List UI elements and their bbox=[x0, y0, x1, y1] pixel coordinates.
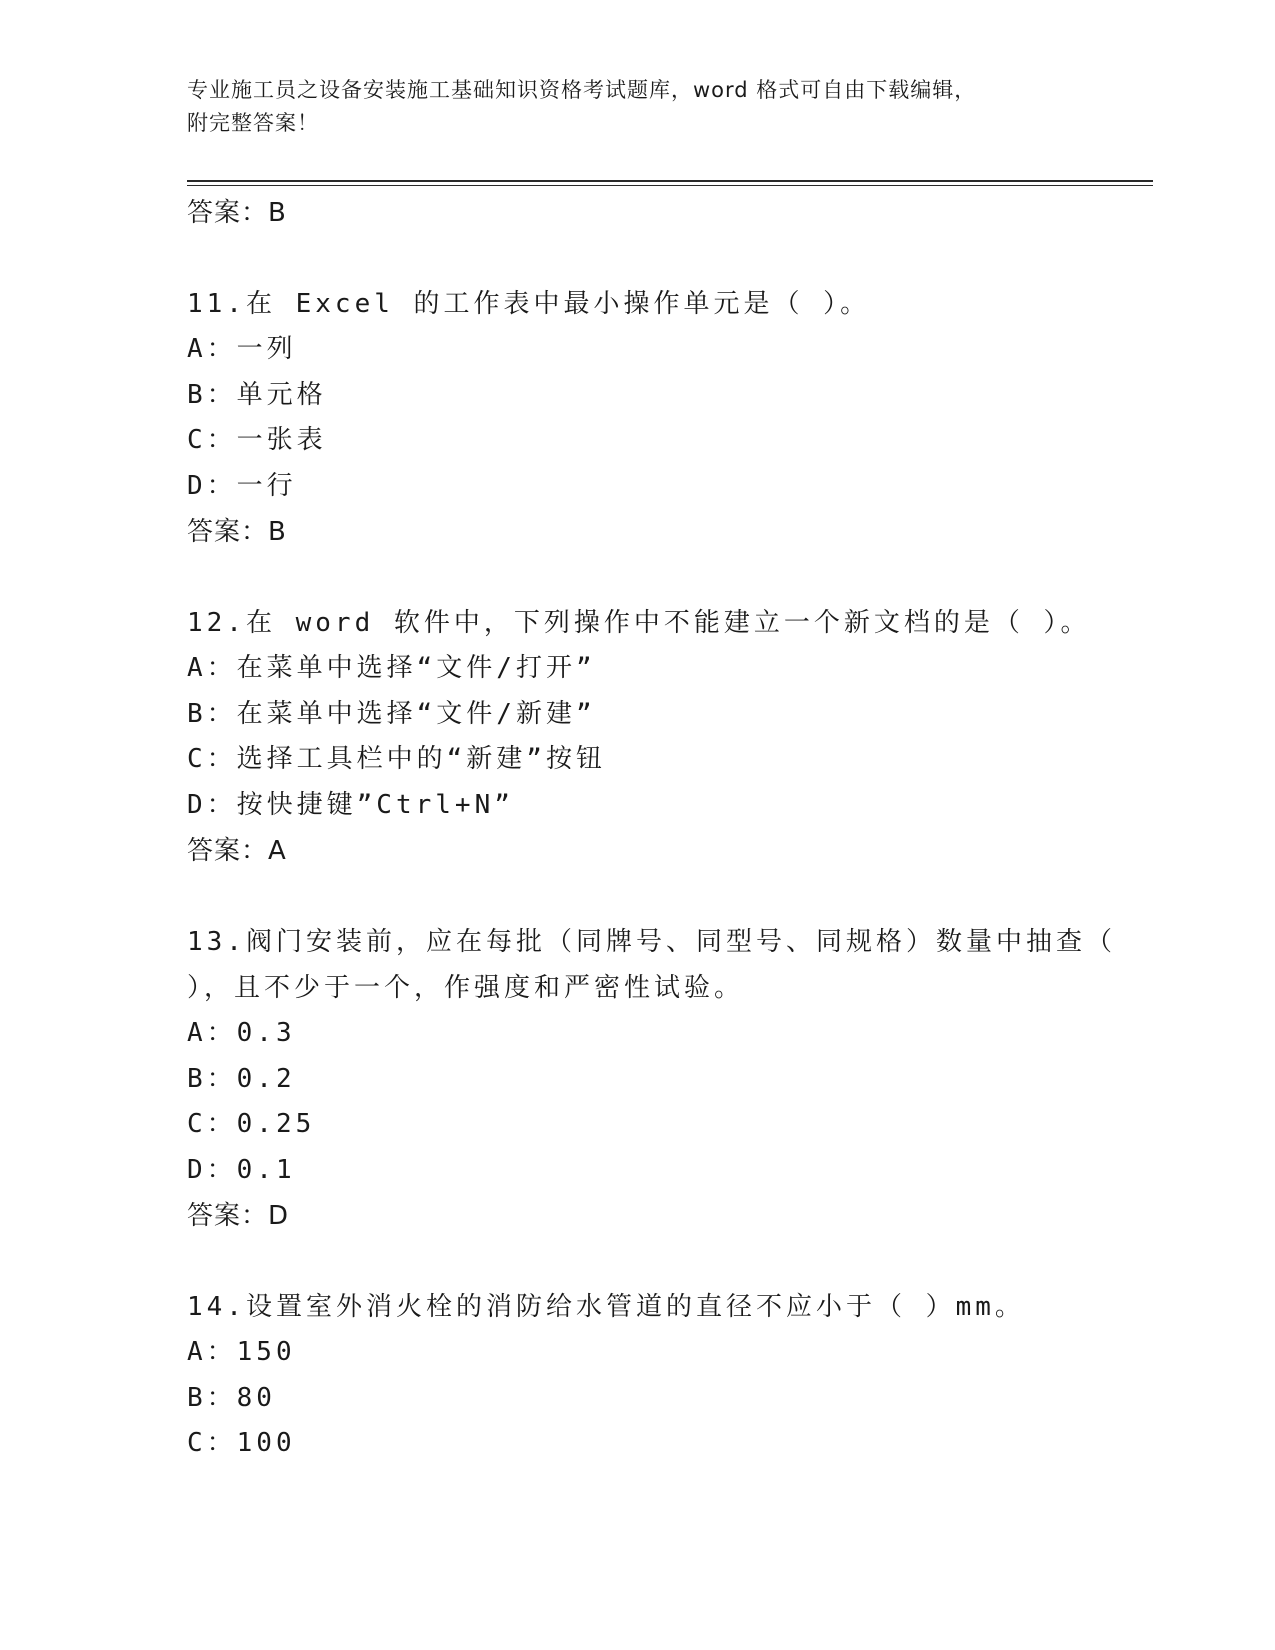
header-divider-top bbox=[187, 180, 1153, 182]
question-11 bbox=[187, 281, 1147, 555]
option-c: C：选择工具栏中的“新建”按钮 bbox=[187, 744, 606, 774]
question-stem: 12.在 word 软件中，下列操作中不能建立一个新文档的是（ ）。 bbox=[187, 608, 1091, 638]
option-a: A：一列 bbox=[187, 334, 297, 364]
answer-previous: 答案：B bbox=[187, 198, 287, 228]
option-b: B：80 bbox=[187, 1382, 276, 1413]
question-stem: 14.设置室外消火栓的消防给水管道的直径不应小于（ ）mm。 bbox=[187, 1292, 1025, 1322]
header-line-1: 专业施工员之设备安装施工基础知识资格考试题库，word 格式可自由下载编辑， bbox=[187, 78, 977, 102]
option-a: A：0.3 bbox=[187, 1018, 296, 1048]
question-13 bbox=[187, 919, 1147, 1239]
document-header bbox=[187, 74, 1087, 140]
question-stem-line-1: 13.阀门安装前，应在每批（同牌号、同型号、同规格）数量中抽查（ bbox=[187, 927, 1116, 957]
question-stem: 11.在 Excel 的工作表中最小操作单元是（ ）。 bbox=[187, 289, 871, 319]
option-d: D：0.1 bbox=[187, 1154, 296, 1185]
option-d: D：按快捷键”Ctrl+N” bbox=[187, 789, 514, 820]
option-b: B：在菜单中选择“文件/新建” bbox=[187, 698, 596, 729]
header-divider-bottom bbox=[187, 185, 1153, 186]
header-line-2: 附完整答案！ bbox=[187, 111, 319, 135]
question-stem-line-2: ），且不少于一个，作强度和严密性试验。 bbox=[187, 973, 745, 1003]
option-a: A：150 bbox=[187, 1337, 296, 1367]
question-14 bbox=[187, 1284, 1147, 1467]
option-d: D：一行 bbox=[187, 470, 297, 501]
option-b: B：单元格 bbox=[187, 379, 327, 410]
option-b: B：0.2 bbox=[187, 1063, 296, 1094]
answer: 答案：A bbox=[187, 836, 287, 866]
answer: 答案：B bbox=[187, 517, 287, 547]
option-c: C：0.25 bbox=[187, 1109, 316, 1139]
option-c: C：100 bbox=[187, 1428, 296, 1458]
answer: 答案：D bbox=[187, 1201, 290, 1231]
question-12 bbox=[187, 600, 1147, 874]
question-list bbox=[187, 190, 1147, 1467]
option-c: C：一张表 bbox=[187, 425, 327, 455]
option-a: A：在菜单中选择“文件/打开” bbox=[187, 653, 596, 683]
